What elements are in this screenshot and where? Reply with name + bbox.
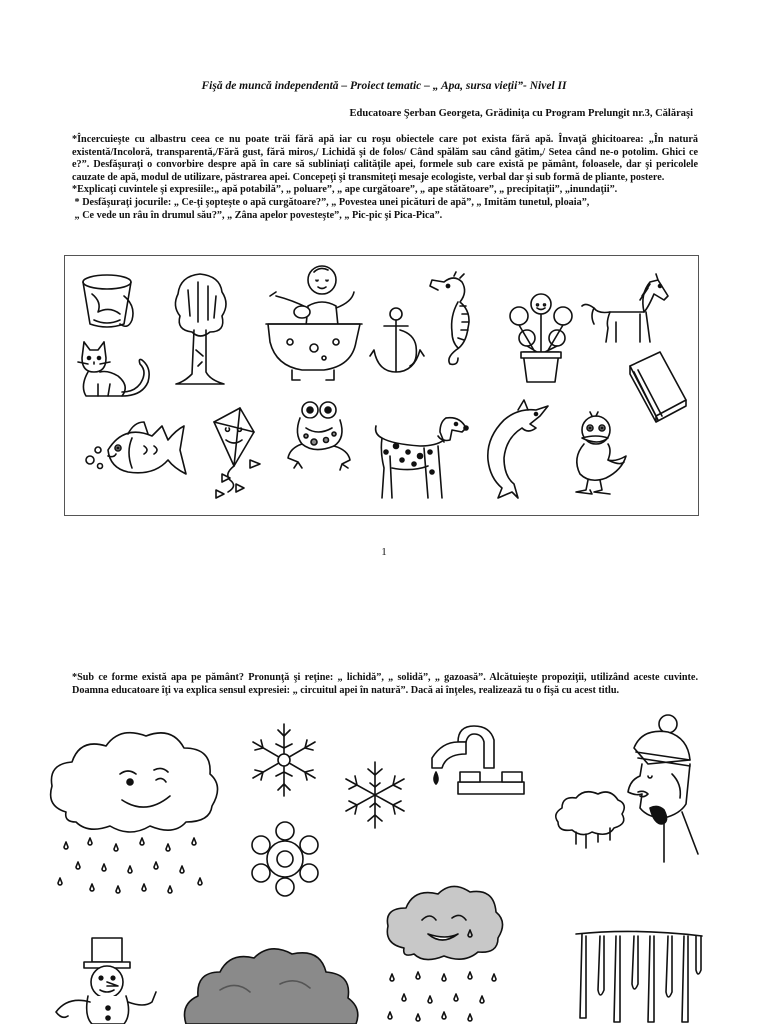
- instructions-part1: [72, 134, 698, 222]
- instruction-games-cont: „ Ce vede un râu în drumul său?”, „ Zâna apelor povesteşte”, „ Pic-pic şi Pica-Pica”.: [72, 209, 443, 221]
- book-icon: [626, 350, 690, 422]
- worksheet-title: Fişă de muncă independentă – Proiect tematic – „ Apa, sursa vieţii”- Nivel II: [201, 80, 567, 92]
- frog-icon: [284, 398, 356, 470]
- child-in-bathtub-icon: [262, 262, 366, 386]
- instruction-riddle: *Încercuieşte cu albastru ceea ce nu poate trăi fără apă iar cu roşu obiectele care pot exista fără apă. Învaţă ghicitoarea: „În natură existentă/Incoloră, transparentă,/Fără gust, fără miros,/ Lichidă şi de folos/ Când spălăm sau când gătim,/ Setea când ne-o potolim. Ghici ce e?”. Desfăşuraţi o convorbire despre apă în care să subliniaţi calităţile apei, formele sub care există pe pământ, foloasele, dar şi pericolele cauzate de apă, modul de utilizare, păstrarea apei. Concepeţi şi transmiteţi mesaje ecologiste, verbal dar şi sub formă de pliante, postere.: [72, 134, 698, 183]
- duckling-icon: [568, 412, 632, 500]
- dolphin-icon: [478, 398, 552, 502]
- instructions-part2: *Sub ce forme există apa pe pământ? Pronunţă şi reţine: „ lichidă”, „ solidă”, „ gazoasă”. Alcătuieşte propoziţii, utilizând aceste cuvinte. Doamna educatoare îţi va explica sensul expresiei: „ circuitul apei în natură”. Dacă ai înţeles, realizează tu o fişă cu acest titlu.: [72, 672, 698, 696]
- faucet-icon: [428, 722, 532, 806]
- cat-icon: [78, 338, 158, 400]
- snowflake-icon: [244, 818, 326, 900]
- instruction-words: *Explicaţi cuvintele şi expresiile:„ apă potabilă”, „ poluare”, „ ape curgătoare”, „ ape stătătoare”, „ precipitaţii”, „inundaţii”.: [72, 184, 618, 196]
- snow-cloud-icon: [378, 878, 508, 1024]
- bucket-icon: [80, 272, 138, 334]
- horse-icon: [580, 272, 672, 348]
- instruction-games: * Desfăşuraţi jocurile: „ Ce-ţi şopteşte o apă curgătoare?”, „ Povestea unei picături de apă”, „ Imităm tunetul, ploaia”,: [72, 196, 590, 208]
- author-line: Educatoare Şerban Georgeta, Grădiniţa cu Program Prelungit nr.3, Călăraşi: [349, 108, 693, 119]
- man-breath-cloud-icon: [552, 714, 702, 864]
- storm-cloud-icon: [180, 940, 362, 1024]
- page-number: 1: [381, 546, 387, 558]
- kite-icon: [204, 402, 268, 500]
- flower-pot-icon: [505, 290, 577, 386]
- dalmatian-dog-icon: [372, 412, 472, 502]
- rain-cloud-icon: [46, 726, 226, 894]
- snowflake-icon: [338, 758, 412, 832]
- snowman-icon: [48, 932, 158, 1024]
- seahorse-icon: [428, 272, 480, 368]
- tree-icon: [170, 270, 230, 390]
- snowflake-icon: [244, 720, 324, 800]
- anchor-icon: [370, 306, 428, 380]
- icicles-icon: [574, 930, 704, 1024]
- fish-icon: [84, 416, 188, 482]
